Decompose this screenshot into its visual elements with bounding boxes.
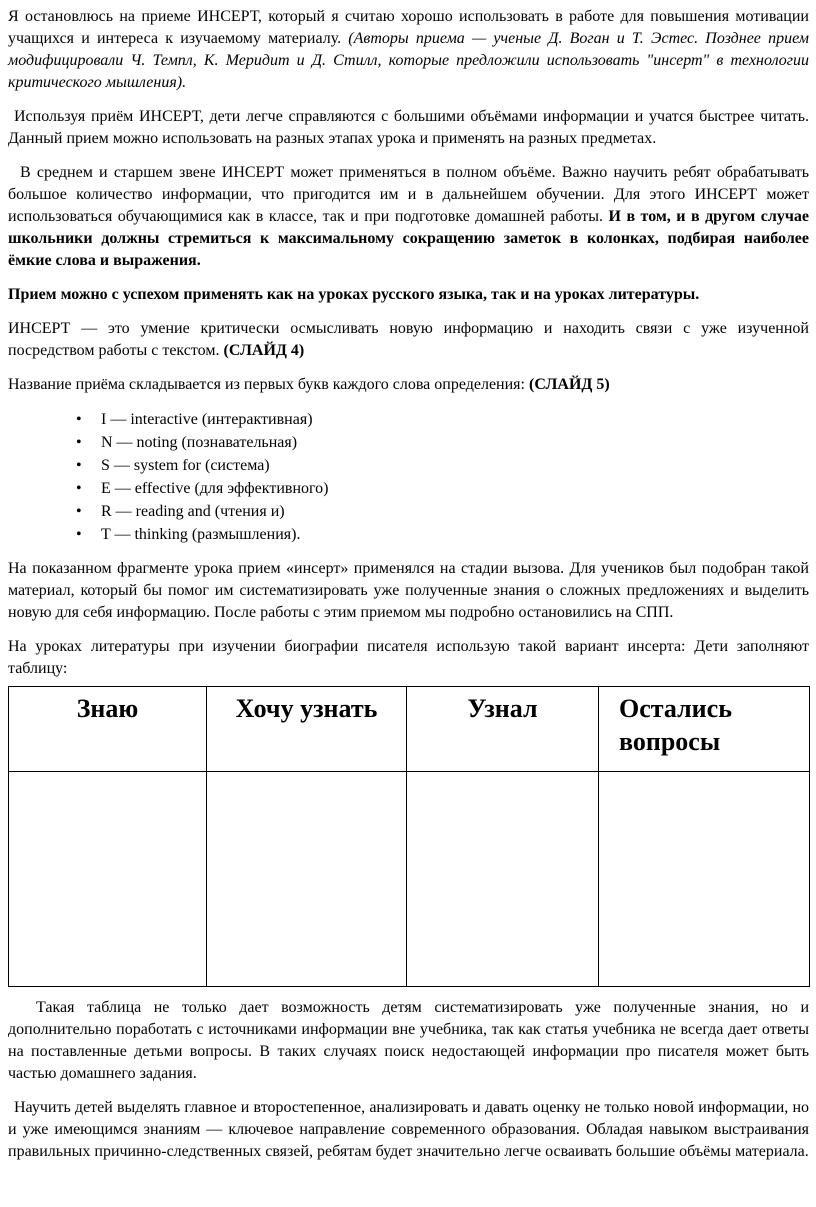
paragraph-8: На уроках литературы при изучении биографии писателя использую такой вариант инсерта: Дети заполняют таблицу: (8, 638, 809, 677)
table-cell-learned (407, 772, 599, 987)
table-header-know: Знаю (9, 687, 207, 772)
paragraph-6 (8, 374, 809, 396)
slide-5-marker: (СЛАЙД 5) (528, 376, 610, 393)
list-item: • R — reading and (чтения и) (76, 500, 809, 523)
paragraph-7: На показанном фрагменте урока прием «инсерт» применялся на стадии вызова. Для учеников был подобран такой материал, который бы помог им систематизировать уже полученные знания о сложных предложениях и выделить новую для себя информацию. После работы с этим приемом мы подробно остановились на СПП. (8, 560, 809, 621)
table-cell-want-to-know (207, 772, 407, 987)
table-header-learned: Узнал (407, 687, 599, 772)
paragraph-10: Научить детей выделять главное и второстепенное, анализировать и давать оценку не только новой информации, но и уже имеющимся знаниям — ключевое направление современного образования. Обладая навыком выстраивания правильных причинно-следственных связей, ребятам будет значительно легче осваивать большие объёмы материала. (8, 1099, 809, 1160)
list-item: • E — effective (для эффективного) (76, 477, 809, 500)
list-item: • N — noting (познавательная) (76, 431, 809, 454)
paragraph-1 (8, 6, 809, 94)
text-run: ИНСЕРТ — это умение критически осмысливать новую информацию и находить связи с уже изученной посредством работы с текстом. (8, 320, 809, 359)
paragraph-4: Прием можно с успехом применять как на уроках русского языка, так и на уроках литературы. (8, 286, 700, 303)
text-run: Название приёма складывается из первых букв каждого слова определения: (8, 376, 529, 393)
text-run-bold: И в том, и в другом случае школьники должны стремиться к максимальному сокращению заметок в колонках, подбирая наиболее ёмкие слова и выражения. (8, 208, 809, 269)
paragraph-2: Используя приём ИНСЕРТ, дети легче справляются с большими объёмами информации и учатся быстрее читать. Данный прием можно использовать на разных этапах урока и применять на разных предметах. (8, 108, 809, 147)
text-run: В среднем и старшем звене ИНСЕРТ может применяться в полном объёме. Важно научить ребят обрабатывать большое количество информации, что пригодится им и в дальнейшем обучении. Для этого ИНСЕРТ может использоваться обучающимися как в классе, так и при подготовке домашней работы. (8, 164, 809, 225)
text-run-italic: (Авторы приема — ученые Д. Воган и Т. Эстес. Позднее прием модифицировали Ч. Темпл, К. Меридит и Д. Стилл, которые предложили использовать "инсерт" в технологии критического мышления). (8, 30, 809, 91)
know-want-learned-table (8, 686, 810, 987)
slide-4-marker: (СЛАЙД 4) (223, 342, 305, 359)
list-item: • S — system for (система) (76, 454, 809, 477)
table-header-row (9, 687, 810, 772)
paragraph-5 (8, 318, 809, 362)
table-header-want-to-know: Хочу узнать (207, 687, 407, 772)
table-header-remaining-questions: Остались вопросы (599, 687, 810, 772)
table-body-row (9, 772, 810, 987)
table-cell-remaining-questions (599, 772, 810, 987)
paragraph-9: Такая таблица не только дает возможность детям систематизировать уже полученные знания, но и дополнительно поработать с источниками информации вне учебника, так как статья учебника не всегда дает ответы на поставленные детьми вопросы. В таких случаях поиск недостающей информации про писателя может быть частью домашнего задания. (8, 999, 809, 1082)
paragraph-3 (8, 162, 809, 272)
insert-acronym-list (8, 408, 809, 546)
table-cell-know (9, 772, 207, 987)
list-item: • I — interactive (интерактивная) (76, 408, 809, 431)
text-run: Я остановлюсь на приеме ИНСЕРТ, который я считаю хорошо использовать в работе для повышения мотивации учащихся и интереса к изучаемому материалу. (8, 8, 809, 47)
list-item: • T — thinking (размышления). (76, 523, 809, 546)
